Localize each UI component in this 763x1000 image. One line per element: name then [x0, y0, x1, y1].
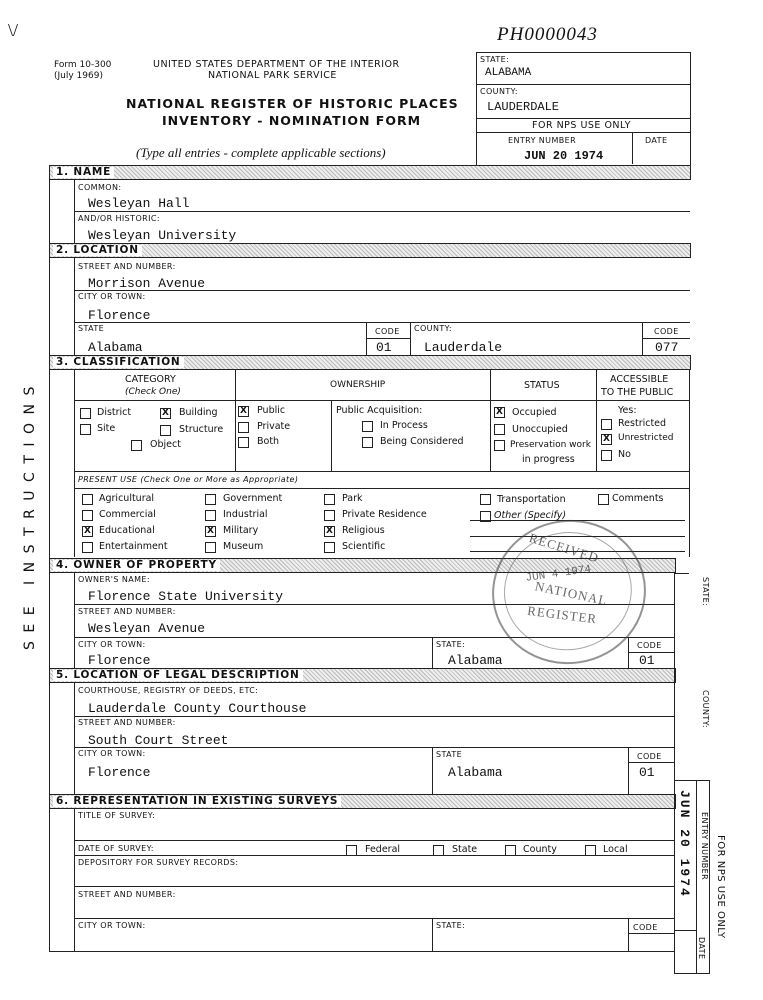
preservation-work-checkbox[interactable]	[494, 440, 505, 451]
location-county-value: Lauderdale	[424, 340, 503, 355]
owner-state-value: Alabama	[448, 653, 503, 668]
see-instructions: SEE INSTRUCTIONS	[22, 378, 38, 650]
owner-state-label: STATE:	[436, 640, 466, 649]
occupied-checkbox[interactable]: X	[494, 407, 505, 418]
location-county-label: COUNTY:	[414, 324, 452, 333]
legal-city-value: Florence	[88, 765, 151, 780]
legal-street-value: South Court Street	[88, 733, 229, 748]
entertainment-checkbox[interactable]	[82, 542, 93, 553]
legal-state-value: Alabama	[448, 765, 503, 780]
location-street-value: Morrison Avenue	[88, 276, 206, 291]
location-code-label: CODE	[375, 327, 400, 336]
government-checkbox[interactable]	[205, 494, 216, 505]
structure-label: Structure	[179, 424, 224, 435]
comments-checkbox[interactable]	[598, 494, 609, 505]
top-state-label: STATE:	[480, 55, 510, 64]
federal-label: Federal	[365, 844, 401, 855]
date-label: DATE	[645, 136, 668, 145]
other-label: Other (Specify)	[494, 510, 567, 521]
section-4-header: 4. OWNER OF PROPERTY	[53, 560, 220, 571]
survey-title-label: TITLE OF SURVEY:	[78, 811, 156, 820]
section-2-header: 2. LOCATION	[53, 245, 142, 256]
owner-code-value: 01	[639, 653, 655, 668]
legal-city-label: CITY OR TOWN:	[78, 749, 146, 758]
site-checkbox[interactable]	[80, 424, 91, 435]
in-process-label: In Process	[380, 420, 428, 431]
form-date: (July 1969)	[54, 71, 103, 81]
district-checkbox[interactable]	[80, 408, 91, 419]
historic-name-value: Wesleyan University	[88, 228, 237, 243]
owner-street-label: STREET AND NUMBER:	[78, 607, 176, 616]
county-survey-label: County	[523, 844, 557, 855]
restricted-label: Restricted	[618, 418, 667, 429]
object-checkbox[interactable]	[131, 440, 142, 451]
location-street-label: STREET AND NUMBER:	[78, 262, 176, 271]
being-considered-label: Being Considered	[380, 436, 464, 447]
in-progress-label: in progress	[522, 454, 575, 465]
top-county-label: COUNTY:	[480, 87, 518, 96]
comments-label: Comments	[612, 493, 664, 504]
unrestricted-label: Unrestricted	[618, 433, 674, 443]
location-state-label: STATE	[78, 324, 105, 333]
courthouse-label: COURTHOUSE, REGISTRY OF DEEDS, ETC:	[78, 686, 259, 695]
survey-state-label: STATE:	[436, 921, 466, 930]
entry-date-stamp: JUN 20 1974	[524, 149, 604, 163]
legal-code-label: CODE	[637, 752, 662, 761]
form-title-line-1: NATIONAL REGISTER OF HISTORIC PLACES	[126, 96, 459, 111]
religious-checkbox[interactable]: X	[324, 526, 335, 537]
legal-street-label: STREET AND NUMBER:	[78, 718, 176, 727]
both-label: Both	[257, 436, 280, 447]
historic-name-label: AND/OR HISTORIC:	[78, 214, 160, 223]
public-acquisition-label: Public Acquisition:	[336, 405, 423, 416]
owner-city-value: Florence	[88, 653, 151, 668]
depository-label: DEPOSITORY FOR SURVEY RECORDS:	[78, 858, 239, 867]
public-checkbox[interactable]: X	[238, 406, 249, 417]
military-checkbox[interactable]: X	[205, 526, 216, 537]
local-survey-label: Local	[603, 844, 628, 855]
scientific-label: Scientific	[342, 541, 386, 552]
no-checkbox[interactable]	[601, 450, 612, 461]
building-label: Building	[179, 407, 218, 418]
section-1-band	[49, 165, 691, 180]
state-survey-label: State	[452, 844, 478, 855]
unoccupied-checkbox[interactable]	[494, 424, 505, 435]
agricultural-checkbox[interactable]	[82, 494, 93, 505]
form-title-line-2: INVENTORY - NOMINATION FORM	[162, 113, 422, 128]
agency-line-1: UNITED STATES DEPARTMENT OF THE INTERIOR	[153, 59, 400, 70]
museum-label: Museum	[223, 541, 264, 552]
to-the-public-heading: TO THE PUBLIC	[601, 387, 674, 398]
courthouse-value: Lauderdale County Courthouse	[88, 701, 307, 716]
site-label: Site	[97, 423, 116, 434]
private-label: Private	[257, 421, 291, 432]
district-label: District	[97, 407, 132, 418]
preservation-work-label: Preservation work	[510, 440, 591, 450]
private-residence-checkbox[interactable]	[324, 510, 335, 521]
private-residence-label: Private Residence	[342, 509, 427, 520]
survey-date-label: DATE OF SURVEY:	[78, 844, 154, 853]
present-use-label: PRESENT USE (Check One or More as Appropriate)	[78, 475, 299, 484]
being-considered-checkbox[interactable]	[362, 437, 373, 448]
unrestricted-checkbox[interactable]: X	[601, 434, 612, 445]
park-label: Park	[342, 493, 363, 504]
common-name-value: Wesleyan Hall	[88, 196, 190, 211]
legal-code-value: 01	[639, 765, 655, 780]
category-subheading: (Check One)	[125, 387, 181, 397]
nps-use-only: FOR NPS USE ONLY	[532, 120, 631, 131]
owner-name-value: Florence State University	[88, 589, 284, 604]
government-label: Government	[223, 493, 283, 504]
educational-checkbox[interactable]: X	[82, 526, 93, 537]
private-checkbox[interactable]	[238, 422, 249, 433]
agricultural-label: Agricultural	[99, 493, 155, 504]
location-county-code-value: 077	[655, 340, 679, 355]
public-label: Public	[257, 405, 286, 416]
legal-state-label: STATE	[436, 750, 463, 759]
survey-code-label: CODE	[633, 923, 658, 932]
occupied-label: Occupied	[512, 407, 557, 418]
unoccupied-label: Unoccupied	[512, 424, 568, 435]
location-county-code-label: CODE	[654, 327, 679, 336]
side-date-label: DATE	[697, 937, 706, 960]
entry-number-label: ENTRY NUMBER	[508, 136, 577, 145]
owner-city-label: CITY OR TOWN:	[78, 640, 146, 649]
industrial-label: Industrial	[223, 509, 268, 520]
section-1-header: 1. NAME	[53, 167, 114, 178]
transportation-label: Transportation	[497, 494, 566, 505]
received-stamp-national: NATIONAL	[533, 578, 609, 609]
location-city-value: Florence	[88, 308, 151, 323]
received-stamp-register: REGISTER	[526, 602, 598, 627]
park-checkbox[interactable]	[324, 494, 335, 505]
section-3-header: 3. CLASSIFICATION	[53, 357, 184, 368]
side-nps-use-only: FOR NPS USE ONLY	[715, 835, 726, 939]
building-checkbox[interactable]: X	[160, 408, 171, 419]
section-6-header: 6. REPRESENTATION IN EXISTING SURVEYS	[53, 796, 341, 807]
owner-name-label: OWNER'S NAME:	[78, 575, 150, 584]
side-county-label: COUNTY:	[701, 690, 710, 728]
restricted-checkbox[interactable]	[601, 419, 612, 430]
no-label: No	[618, 449, 631, 460]
form-number: Form 10-300	[54, 60, 112, 70]
structure-checkbox[interactable]	[160, 425, 171, 436]
location-city-label: CITY OR TOWN:	[78, 292, 146, 301]
top-county-value: LAUDERDALE	[487, 100, 560, 114]
accessible-heading: ACCESSIBLE	[610, 374, 669, 385]
side-date-stamp: JUN 20 1974	[677, 790, 692, 898]
museum-checkbox[interactable]	[205, 542, 216, 553]
margin-checkmark: \/	[8, 20, 19, 40]
top-state-value: ALABAMA	[485, 67, 532, 79]
religious-label: Religious	[342, 525, 385, 536]
military-label: Military	[223, 525, 259, 536]
commercial-checkbox[interactable]	[82, 510, 93, 521]
in-process-checkbox[interactable]	[362, 421, 373, 432]
received-stamp	[483, 510, 656, 674]
ownership-heading: OWNERSHIP	[330, 380, 386, 390]
received-stamp-date: JUN 4 1974	[524, 563, 592, 585]
transportation-checkbox[interactable]	[480, 494, 491, 505]
object-label: Object	[150, 439, 181, 450]
common-name-label: COMMON:	[78, 183, 122, 192]
survey-city-label: CITY OR TOWN:	[78, 921, 146, 930]
side-state-label: STATE:	[701, 577, 710, 607]
agency-line-2: NATIONAL PARK SERVICE	[208, 70, 337, 81]
commercial-label: Commercial	[99, 509, 156, 520]
side-entry-number-label: ENTRY NUMBER	[700, 812, 709, 881]
owner-street-value: Wesleyan Avenue	[88, 621, 206, 636]
handwritten-id: PH0000043	[497, 24, 598, 45]
section-5-header: 5. LOCATION OF LEGAL DESCRIPTION	[53, 670, 303, 681]
scientific-checkbox[interactable]	[324, 542, 335, 553]
location-code-value: 01	[376, 340, 392, 355]
location-state-value: Alabama	[88, 340, 143, 355]
both-checkbox[interactable]	[238, 437, 249, 448]
received-stamp-word: RECEIVED	[527, 530, 601, 566]
type-instruction: (Type all entries - complete applicable sections)	[136, 145, 386, 160]
educational-label: Educational	[99, 525, 155, 536]
survey-street-label: STREET AND NUMBER:	[78, 890, 176, 899]
section-2-band	[49, 243, 691, 258]
yes-label: Yes:	[618, 405, 637, 416]
entertainment-label: Entertainment	[99, 541, 168, 552]
status-heading: STATUS	[524, 380, 560, 391]
owner-code-label: CODE	[637, 641, 662, 650]
industrial-checkbox[interactable]	[205, 510, 216, 521]
category-heading: CATEGORY	[125, 374, 176, 385]
